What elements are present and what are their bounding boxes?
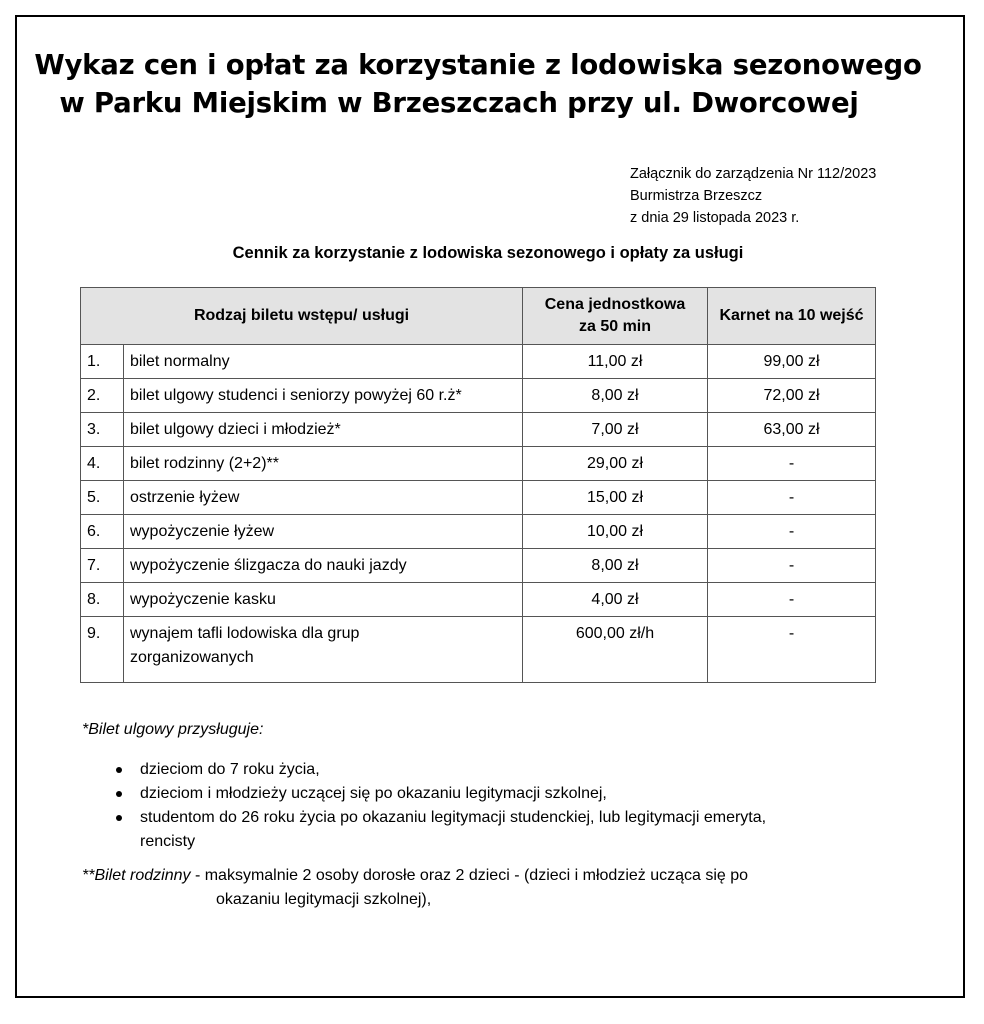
row-price: 10,00 zł — [523, 515, 708, 549]
row-name: bilet rodzinny (2+2)** — [124, 447, 523, 481]
footnotes — [82, 718, 882, 912]
list-item-text: dzieciom i młodzieży uczącej się po okazaniu legitymacji szkolnej, — [140, 785, 607, 802]
row-price: 8,00 zł — [523, 549, 708, 583]
table-row — [81, 549, 876, 583]
row-name: bilet ulgowy studenci i seniorzy powyżej 60 r.ż* — [124, 379, 523, 413]
row-pass: - — [708, 481, 876, 515]
row-price: 8,00 zł — [523, 379, 708, 413]
row-name: bilet normalny — [124, 345, 523, 379]
family-ticket-label: **Bilet rodzinny — [82, 867, 191, 884]
list-item-text: dzieciom do 7 roku życia, — [140, 761, 320, 778]
row-number: 2. — [81, 379, 124, 413]
bullet-icon — [116, 815, 122, 821]
table-row — [81, 481, 876, 515]
row-pass: - — [708, 515, 876, 549]
row-name: wypożyczenie ślizgacza do nauki jazdy — [124, 549, 523, 583]
row-pass: - — [708, 549, 876, 583]
row-number: 3. — [81, 413, 124, 447]
table-row — [81, 379, 876, 413]
table-row — [81, 447, 876, 481]
row-price: 29,00 zł — [523, 447, 708, 481]
row-number: 7. — [81, 549, 124, 583]
row-number: 4. — [81, 447, 124, 481]
row-price: 600,00 zł/h — [523, 617, 708, 683]
row-name: ostrzenie łyżew — [124, 481, 523, 515]
table-row — [81, 583, 876, 617]
list-item — [140, 806, 882, 854]
annex-line-3: z dnia 29 listopada 2023 r. — [630, 210, 800, 226]
document-title — [0, 46, 984, 122]
header-pass: Karnet na 10 wejść — [708, 288, 876, 345]
reduced-ticket-heading: *Bilet ulgowy przysługuje: — [82, 721, 264, 738]
row-number: 8. — [81, 583, 124, 617]
row-pass: 72,00 zł — [708, 379, 876, 413]
list-item-text: studentom do 26 roku życia po okazaniu legitymacji studenckiej, lub legitymacji emeryta, — [140, 809, 767, 826]
row-name-line-1: wynajem tafli lodowiska dla grup — [130, 625, 360, 642]
table-header-row — [81, 288, 876, 345]
header-price-line-2: za 50 min — [578, 318, 652, 335]
family-ticket-note — [82, 864, 882, 888]
header-ticket-type: Rodzaj biletu wstępu/ usługi — [81, 288, 523, 345]
table-row — [81, 345, 876, 379]
row-pass: - — [708, 617, 876, 683]
row-pass: 99,00 zł — [708, 345, 876, 379]
annex-line-1: Załącznik do zarządzenia Nr 112/2023 — [630, 166, 877, 182]
row-name: wypożyczenie kasku — [124, 583, 523, 617]
table-row — [81, 617, 876, 683]
family-ticket-text-cont: okazaniu legitymacji szkolnej), — [216, 891, 432, 908]
row-number: 5. — [81, 481, 124, 515]
row-pass: - — [708, 583, 876, 617]
bullet-icon — [116, 791, 122, 797]
row-pass: - — [708, 447, 876, 481]
header-unit-price — [523, 288, 708, 345]
row-price: 11,00 zł — [523, 345, 708, 379]
list-item — [140, 782, 882, 806]
row-number: 9. — [81, 617, 124, 683]
row-name: wypożyczenie łyżew — [124, 515, 523, 549]
row-number: 6. — [81, 515, 124, 549]
title-line-2: w Parku Miejskim w Brzeszczach przy ul. Dworcowej — [59, 87, 859, 119]
annex-line-2: Burmistrza Brzeszcz — [630, 188, 763, 204]
row-price: 4,00 zł — [523, 583, 708, 617]
bullet-icon — [116, 767, 122, 773]
row-pass: 63,00 zł — [708, 413, 876, 447]
table-row — [81, 515, 876, 549]
reduced-ticket-list — [82, 758, 882, 854]
price-table — [80, 287, 876, 683]
list-item-text-cont: rencisty — [140, 833, 196, 850]
table-caption: Cennik za korzystanie z lodowiska sezonowego i opłaty za usługi — [232, 244, 744, 262]
list-item — [140, 758, 882, 782]
header-price-line-1: Cena jednostkowa — [544, 296, 686, 313]
row-name-line-2: zorganizowanych — [130, 649, 254, 666]
family-ticket-text: - maksymalnie 2 osoby dorosłe oraz 2 dzieci - (dzieci i młodzież ucząca się po — [190, 867, 749, 884]
row-price: 15,00 zł — [523, 481, 708, 515]
table-row — [81, 413, 876, 447]
title-line-1: Wykaz cen i opłat za korzystanie z lodowiska sezonowego — [34, 49, 922, 81]
row-price: 7,00 zł — [523, 413, 708, 447]
annex-note — [630, 163, 876, 229]
row-name — [124, 617, 523, 683]
row-number: 1. — [81, 345, 124, 379]
row-name: bilet ulgowy dzieci i młodzież* — [124, 413, 523, 447]
